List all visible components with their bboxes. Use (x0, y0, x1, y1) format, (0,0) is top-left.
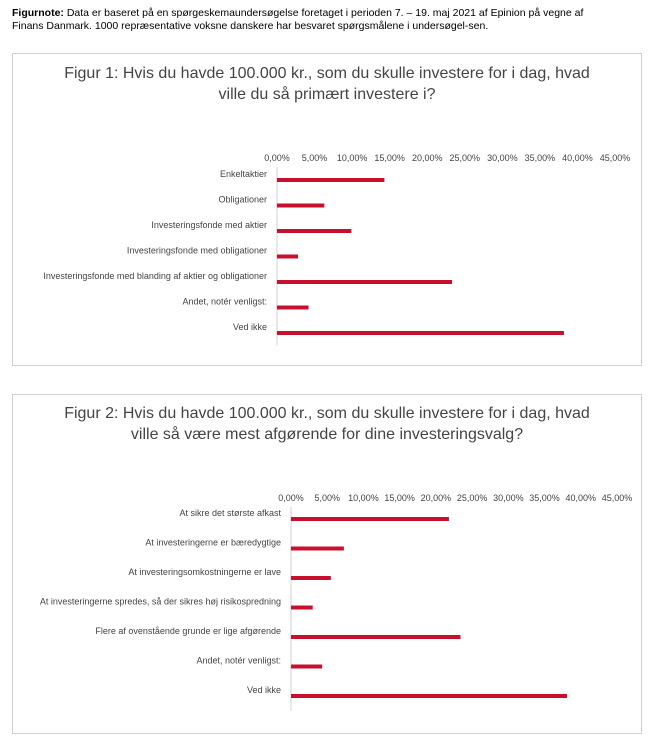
bar-chart-1 (13, 54, 641, 365)
x-tick-label: 40,00% (565, 493, 597, 503)
chart-panel-1 (12, 53, 642, 366)
category-label: At investeringsomkostningerne er lave (128, 567, 281, 577)
category-label: At investeringerne er bæredygtige (145, 537, 281, 548)
bar (291, 547, 344, 551)
bar (277, 331, 564, 335)
category-label: Obligationer (218, 194, 267, 205)
bar (277, 204, 324, 208)
x-tick-label: 0,00% (278, 493, 304, 503)
figure-note-label: Figurnote: (12, 7, 64, 19)
category-label: Investeringsfonde med aktier (151, 220, 267, 230)
x-tick-label: 15,00% (374, 153, 405, 163)
category-label: Andet, notér venligst: (182, 296, 267, 307)
figure-note (12, 7, 602, 32)
x-tick-label: 35,00% (524, 153, 556, 163)
x-tick-label: 20,00% (420, 493, 452, 503)
x-tick-label: 0,00% (264, 153, 290, 163)
chart-title-2: Figur 2: Hvis du havde 100.000 kr., som du skulle investere for i dag, hvad ville så være mest afgørende for dine investeringsvalg? (64, 405, 590, 443)
bar (291, 517, 449, 521)
x-tick-label: 10,00% (336, 153, 368, 163)
category-label: Investeringsfonde med obligationer (126, 245, 267, 256)
x-tick-label: 30,00% (487, 153, 518, 163)
bar (277, 280, 452, 284)
chart-panel-2 (12, 394, 642, 734)
bar (291, 635, 461, 639)
category-label: Andet, notér venligst: (196, 655, 281, 666)
figure-note-text: Data er baseret på en spørgeskemaundersøgelse foretaget i perioden 7. – 19. maj 2021 af Epinion på vegne af Finans Danmark. 1000 repræsentative voksne danskere har besvaret spørgsmålene i undersøgel-sen. (12, 7, 584, 32)
category-label: Flere af ovenstående grunde er lige afgørende (95, 626, 281, 636)
category-label: At investeringerne spredes, så der sikres høj risikospredning (39, 596, 281, 607)
x-tick-label: 10,00% (348, 493, 379, 503)
bar (277, 306, 309, 310)
category-label: Ved ikke (246, 685, 281, 695)
bar (277, 255, 298, 259)
x-tick-label: 5,00% (301, 153, 328, 163)
category-label: Enkeltaktier (219, 169, 267, 179)
x-tick-label: 45,00% (599, 153, 631, 163)
x-tick-label: 5,00% (314, 493, 340, 503)
x-tick-label: 45,00% (601, 493, 633, 503)
bar (291, 665, 322, 669)
x-tick-label: 25,00% (449, 153, 481, 163)
category-label: At sikre det største afkast (179, 508, 281, 518)
category-label: Ved ikke (232, 322, 267, 332)
x-tick-label: 40,00% (562, 153, 593, 163)
bar (291, 606, 313, 610)
bar (291, 694, 567, 698)
chart-title-1: Figur 1: Hvis du havde 100.000 kr., som du skulle investere for i dag, hvad ville du så primært investere i? (64, 65, 590, 103)
x-tick-label: 35,00% (529, 493, 560, 503)
x-tick-label: 15,00% (384, 493, 415, 503)
bar-chart-2 (13, 395, 641, 733)
x-tick-label: 20,00% (411, 153, 443, 163)
x-tick-label: 30,00% (493, 493, 524, 503)
bar (277, 178, 384, 182)
bar (291, 576, 331, 580)
category-label: Investeringsfonde med blanding af aktier og obligationer (43, 271, 267, 281)
bar (277, 229, 351, 233)
x-tick-label: 25,00% (456, 493, 488, 503)
